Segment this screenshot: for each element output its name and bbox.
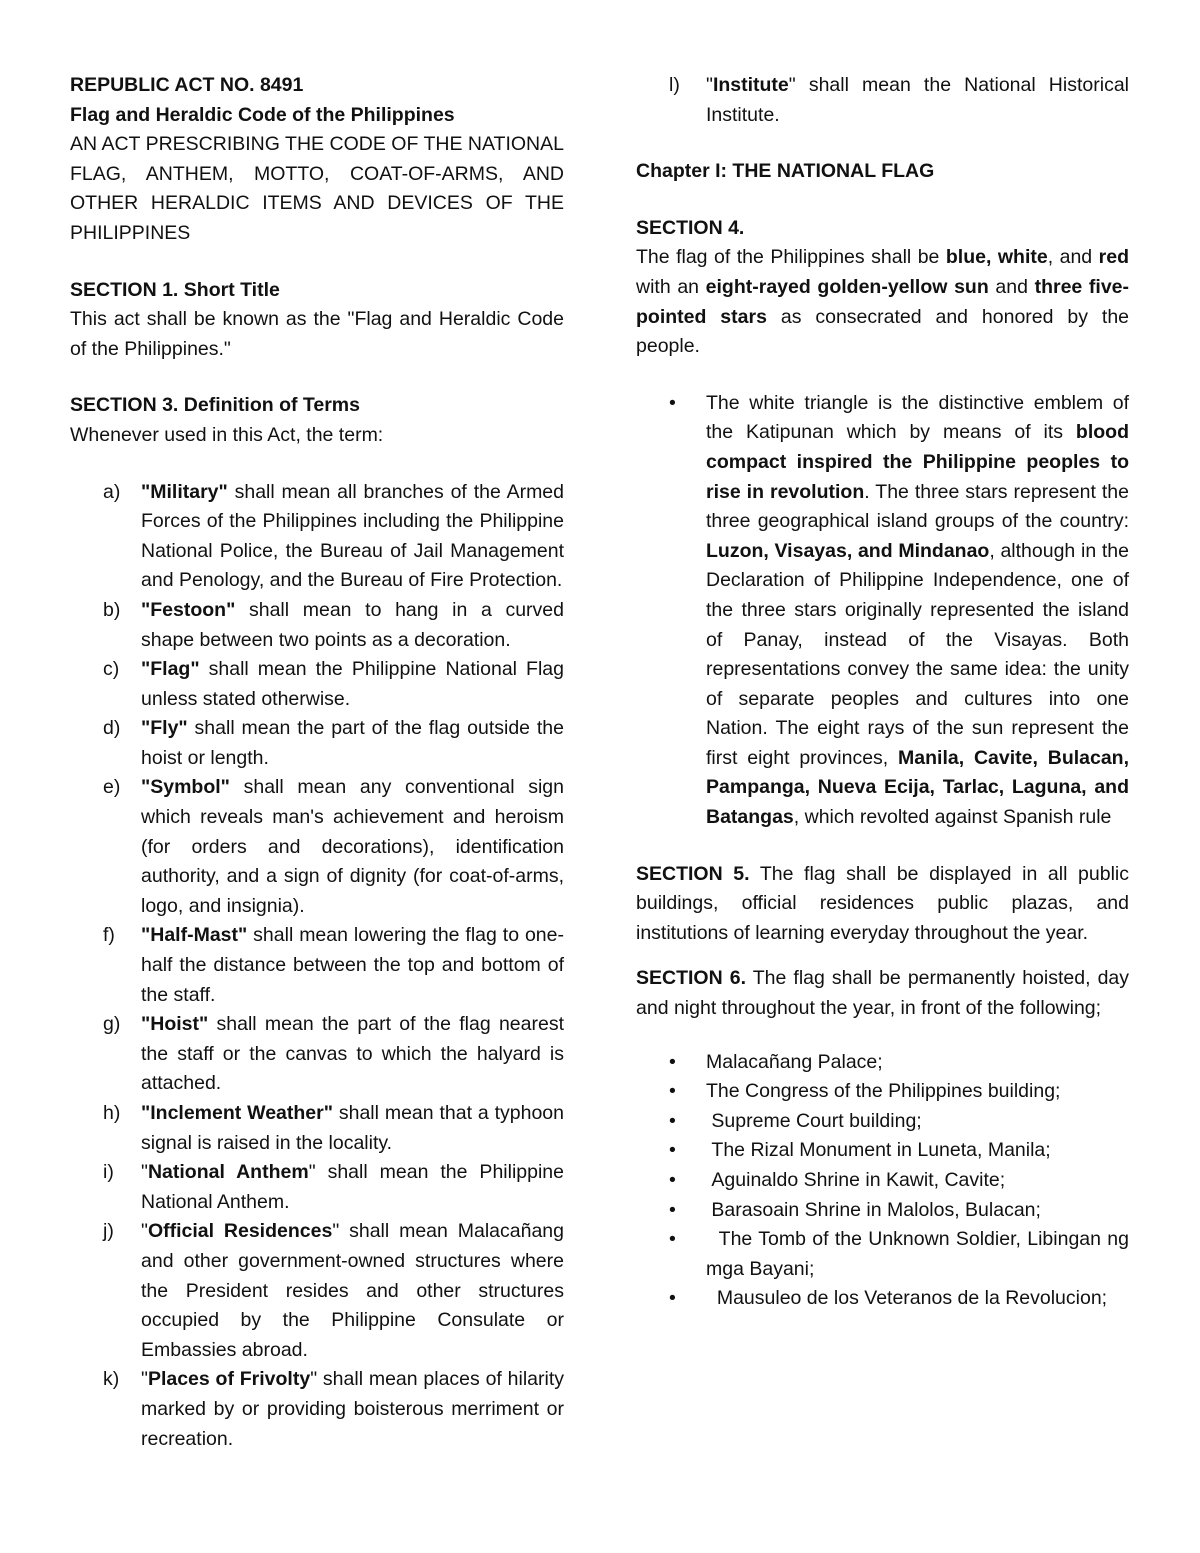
section4-text: The flag of the Philippines shall be blue, white, and red with an eight-rayed golden-yellow sun and three five-pointed stars as consecrated and honored by the people. xyxy=(636,246,1130,358)
right-column xyxy=(636,71,1135,1314)
definition-item: e) "Symbol" shall mean any conventional sign which reveals man's achievement and heroism (for orders and decorations), identification authority, and a sign of dignity (for coat-of-arms, logo, and insignia). xyxy=(103,776,564,917)
list-item: • Barasoain Shrine in Malolos, Bulacan; xyxy=(636,1196,1129,1226)
left-column xyxy=(70,71,564,1454)
term: "Military" xyxy=(141,480,228,503)
term: "Inclement Weather" xyxy=(141,1102,333,1124)
section5-heading: SECTION 5. xyxy=(636,862,750,885)
term: "Half-Mast" xyxy=(141,924,248,947)
bullet-icon: • xyxy=(669,1228,676,1251)
definition-item: c) "Flag" shall mean the Philippine National Flag unless stated otherwise. xyxy=(103,658,564,710)
bullet-icon: • xyxy=(669,1198,676,1221)
bullet-icon: • xyxy=(669,1109,676,1132)
list-item: • The Rizal Monument in Luneta, Manila; xyxy=(636,1136,1129,1166)
bullet-icon: • xyxy=(669,1080,676,1103)
definition-item: h) "Inclement Weather" shall mean that a typhoon signal is raised in the locality. xyxy=(103,1102,564,1154)
definition-item: d) "Fly" shall mean the part of the flag outside the hoist or length. xyxy=(103,717,564,769)
definition-item: j) "Official Residences" shall mean Malacañang and other government-owned structures where the President resides and other structures occupied by the Philippine Consulate or Embassies abroad. xyxy=(103,1220,564,1361)
term: National Anthem xyxy=(147,1161,309,1184)
term: Institute xyxy=(712,74,789,96)
bullet-icon: • xyxy=(669,1139,676,1162)
list-item: • Malacañang Palace; xyxy=(636,1048,1129,1078)
term: "Flag" xyxy=(141,658,200,681)
bullet-icon: • xyxy=(669,1287,676,1310)
section6-text: SECTION 6. The flag shall be permanently hoisted, day and night throughout the year, in front of the following; xyxy=(636,967,1130,1020)
section6-heading: SECTION 6. xyxy=(636,967,747,990)
definition-item: b) "Festoon" shall mean to hang in a curved shape between two points as a decoration. xyxy=(103,598,564,651)
act-number: REPUBLIC ACT NO. 8491 xyxy=(70,74,304,96)
list-item: • Mausuleo de los Veteranos de la Revolucion; xyxy=(636,1284,1129,1314)
term: Official Residences xyxy=(147,1220,333,1243)
term: "Hoist" xyxy=(141,1013,209,1036)
definition-item: g) "Hoist" shall mean the part of the flag nearest the staff or the canvas to which the halyard is attached. xyxy=(103,1013,564,1095)
flag-symbolism-bullet: • The white triangle is the distinctive emblem of the Katipunan which by means of its blood compact inspired the Philippine peoples to rise in revolution. The three stars represent the three geographical island groups of the country: Luzon, Visayas, and Mindanao, although in the Declaration of Philippine Independence, one of the three stars originally represented the island of Panay, instead of the Visayas. Both representations convey the same idea: the unity of separate peoples and cultures into one Nation. The eight rays of the sun represent the first eight provinces, Manila, Cavite, Bulacan, Pampanga, Nueva Ecija, Tarlac, Laguna, and Batangas, which revolted against Spanish rule xyxy=(636,389,1129,833)
definition-item: f) "Half-Mast" shall mean lowering the flag to one-half the distance between the top and bottom of the staff. xyxy=(103,924,564,1006)
section1-text: This act shall be known as the "Flag and Heraldic Code of the Philippines." xyxy=(70,308,564,360)
list-item: • The Congress of the Philippines building; xyxy=(636,1077,1129,1107)
section3-heading: SECTION 3. Definition of Terms xyxy=(70,394,360,417)
chapter1-heading: Chapter I: THE NATIONAL FLAG xyxy=(636,160,935,183)
definition-item: a) "Military" shall mean all branches of the Armed Forces of the Philippines including the Philippine National Police, the Bureau of Jail Management and Penology, and the Bureau of Fire Protection. xyxy=(103,480,564,592)
definition-item: i) "National Anthem" shall mean the Philippine National Anthem. xyxy=(103,1161,564,1213)
act-description: AN ACT PRESCRIBING THE CODE OF THE NATIONAL FLAG, ANTHEM, MOTTO, COAT-OF-ARMS, AND OTHER HERALDIC ITEMS AND DEVICES OF THE PHILIPPINES xyxy=(70,133,564,244)
hoist-location-list xyxy=(636,1048,1135,1314)
definition-item: l) "Institute" shall mean the National Historical Institute. xyxy=(669,74,1129,126)
section3-intro: Whenever used in this Act, the term: xyxy=(70,423,384,446)
section5-text: SECTION 5. The flag shall be displayed in all public buildings, official residences public plazas, and institutions of learning everyday throughout the year. xyxy=(636,862,1129,944)
section1-heading: SECTION 1. Short Title xyxy=(70,278,280,301)
definition-item: k) "Places of Frivolty" shall mean places of hilarity marked by or providing boisterous merriment or recreation. xyxy=(103,1368,564,1450)
act-subtitle: Flag and Heraldic Code of the Philippines xyxy=(70,103,455,126)
list-item: • The Tomb of the Unknown Soldier, Libingan ng mga Bayani; xyxy=(636,1225,1129,1284)
bullet-icon: • xyxy=(669,1050,676,1073)
definition-list xyxy=(70,478,564,1455)
bullet-icon: • xyxy=(669,1169,676,1191)
term: "Symbol" xyxy=(141,776,230,799)
list-item: • Supreme Court building; xyxy=(636,1107,1129,1137)
list-item: • Aguinaldo Shrine in Kawit, Cavite; xyxy=(636,1166,1129,1196)
term: "Fly" xyxy=(141,717,188,740)
bullet-icon: • xyxy=(669,391,676,414)
section4-heading: SECTION 4. xyxy=(636,216,745,239)
term: "Festoon" xyxy=(141,598,236,621)
term: Places of Frivolty xyxy=(147,1368,311,1391)
